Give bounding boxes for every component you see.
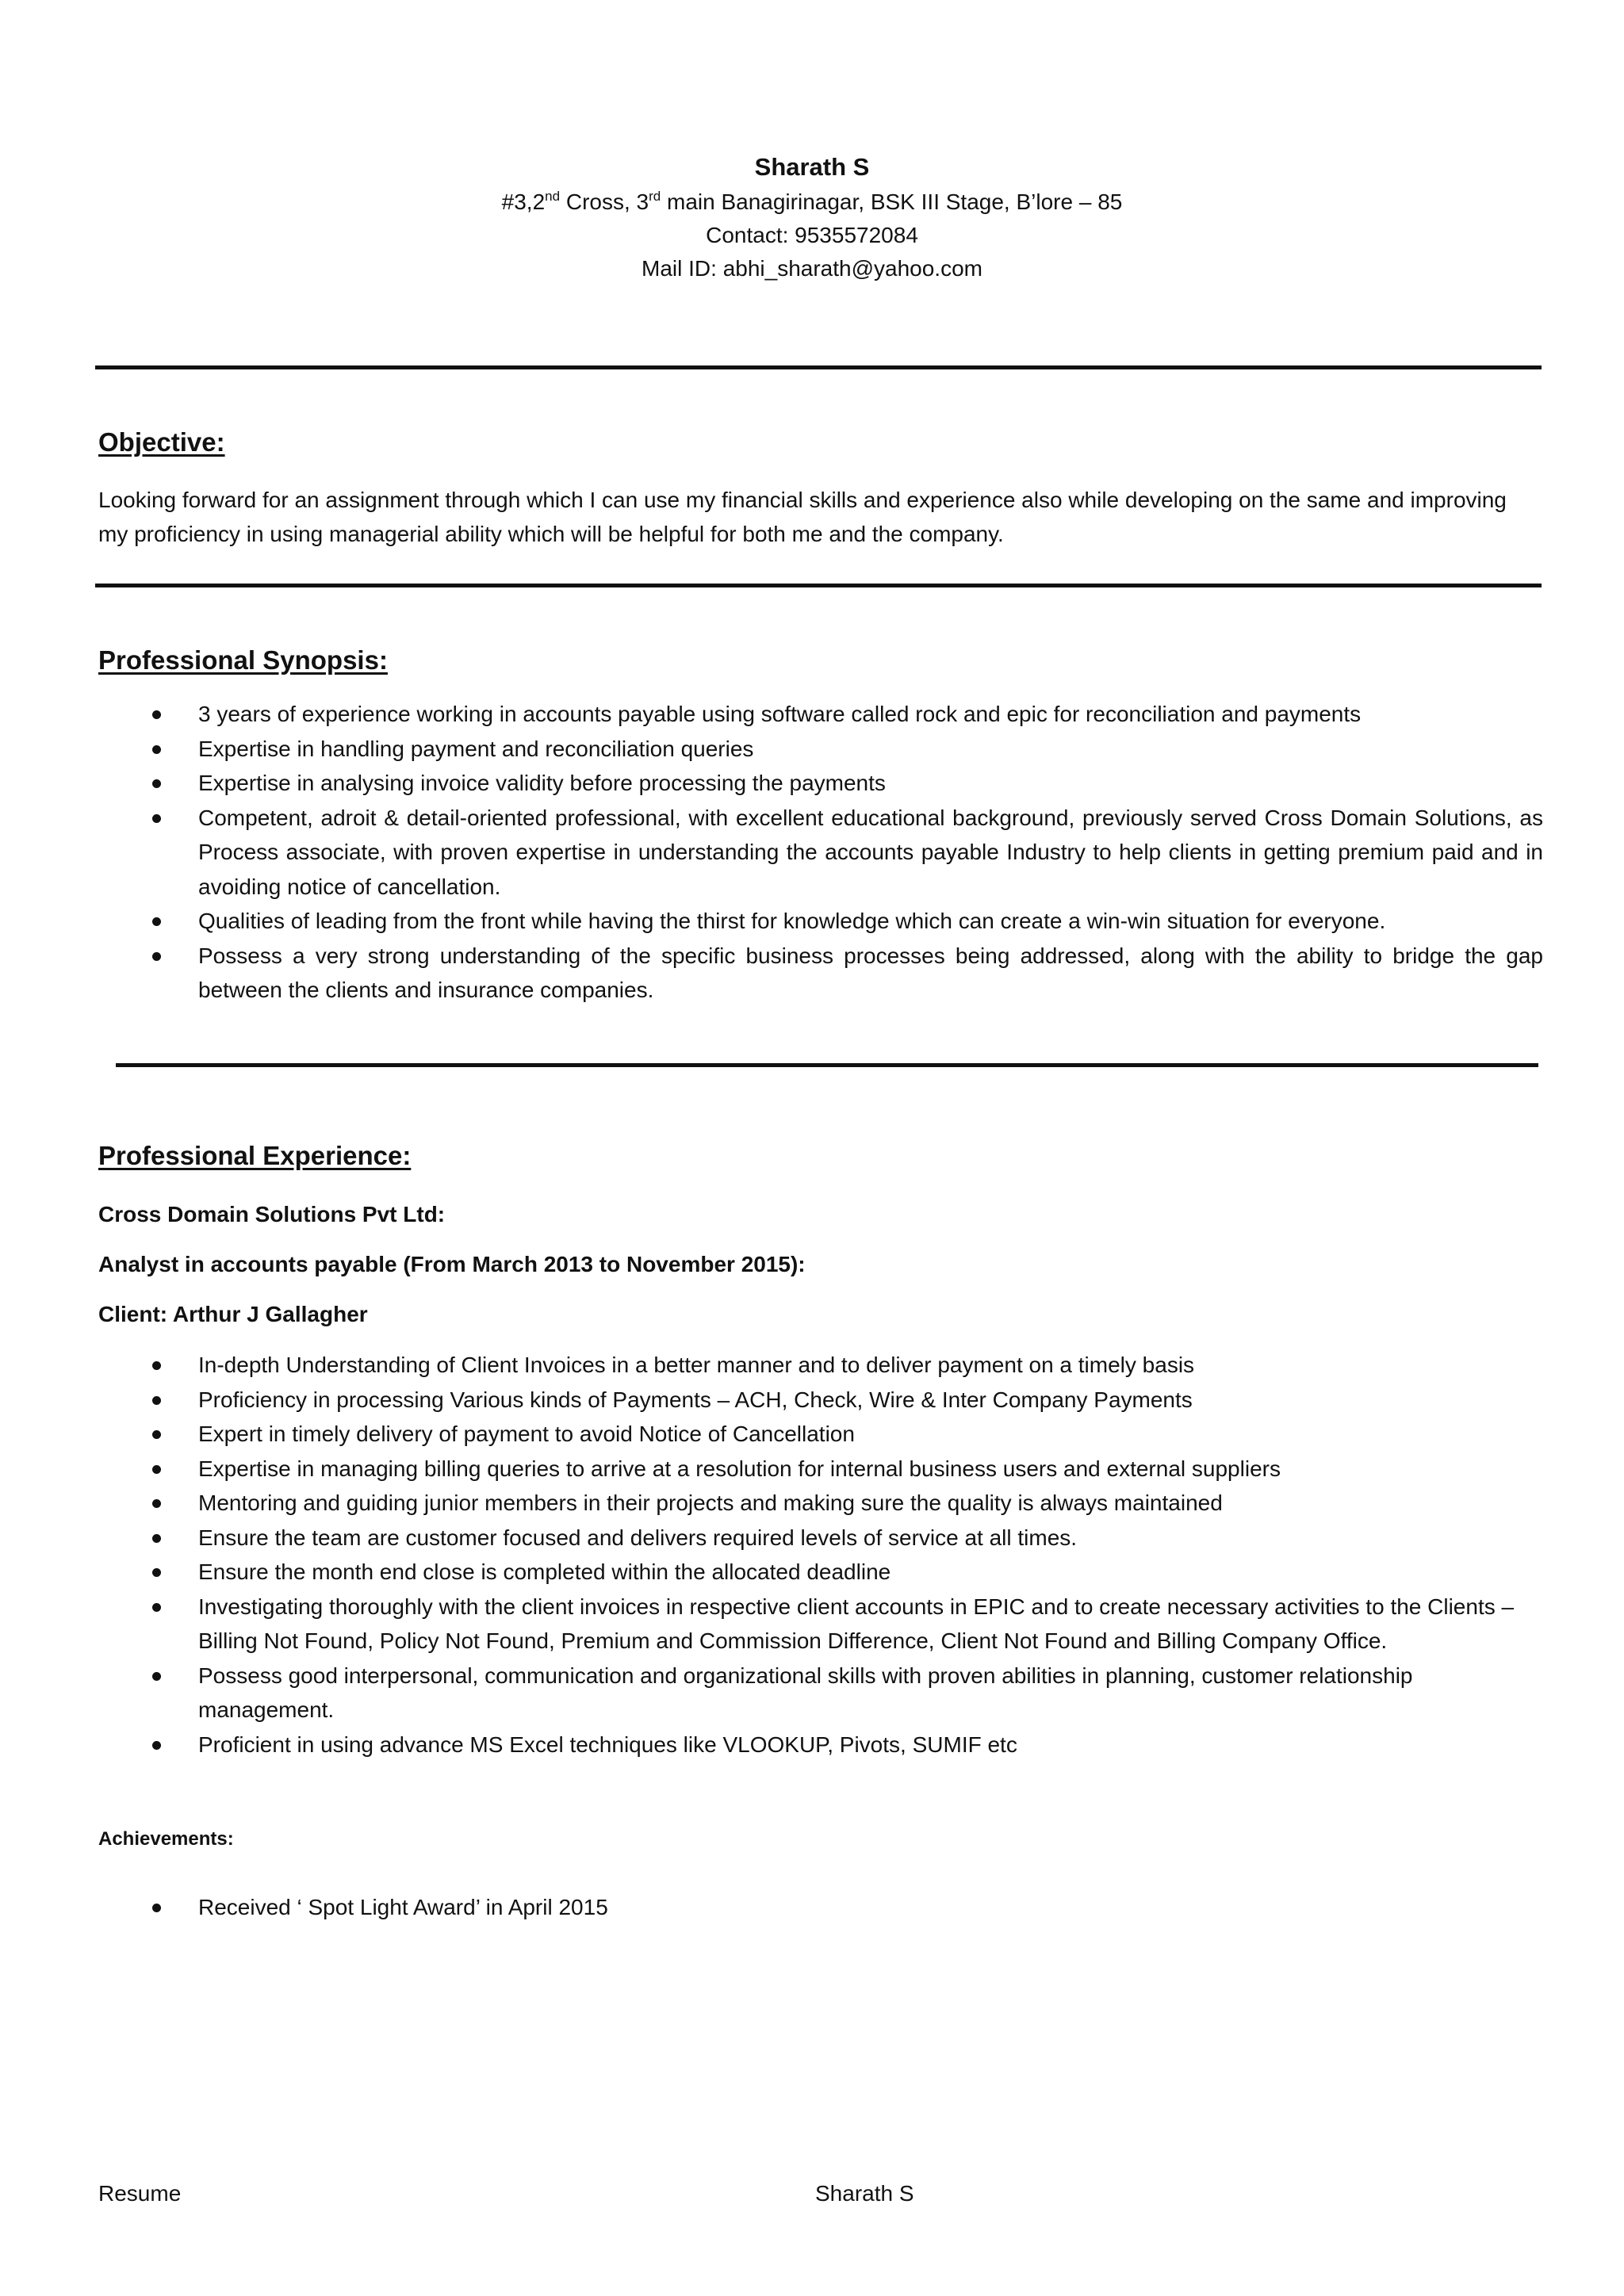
bullet-icon: [152, 952, 161, 961]
bullet-icon: [152, 1430, 161, 1439]
list-item-text: Competent, adroit & detail-oriented professional, with excellent educational background, previously served Cross Domain Solutions, as Process associate, with proven expertise in understanding the accounts payable Industry to help clients in getting premium paid and in avoiding notice of cancellation.: [198, 805, 1543, 899]
client-name: Client: Arthur J Gallagher: [98, 1302, 368, 1326]
achievements-list: [98, 1890, 1543, 1925]
divider: [116, 1063, 1538, 1067]
address-part: main Banagirinagar, BSK III Stage, B’lore – 85: [661, 189, 1123, 214]
list-item-text: Expert in timely delivery of payment to avoid Notice of Cancellation: [198, 1422, 855, 1446]
contact-line: Contact: 9535572084: [706, 223, 918, 247]
address-superscript: rd: [649, 189, 661, 204]
bullet-icon: [152, 1672, 161, 1681]
list-item: [98, 1555, 1543, 1590]
list-item-text: Investigating thoroughly with the client invoices in respective client accounts in EPIC and to create necessary activities to the Clients – Billing Not Found, Policy Not Found, Premium and Commission Difference, Client Not Found and Billing Company Office.: [198, 1594, 1515, 1653]
bullet-icon: [152, 710, 161, 719]
list-item-text: In-depth Understanding of Client Invoices in a better manner and to deliver payment on a timely basis: [198, 1353, 1195, 1377]
bullet-icon: [152, 1568, 161, 1577]
list-item-text: Possess good interpersonal, communication and organizational skills with proven abilities in planning, customer relationship management.: [198, 1663, 1413, 1722]
bullet-icon: [152, 1361, 161, 1370]
bullet-icon: [152, 1396, 161, 1405]
list-item-text: Ensure the team are customer focused and delivers required levels of service at all times.: [198, 1525, 1078, 1550]
footer-center: Sharath S: [815, 2181, 914, 2206]
bullet-icon: [152, 779, 161, 788]
experience-list: [98, 1348, 1543, 1762]
list-item: [98, 1452, 1543, 1487]
experience-heading: Professional Experience:: [98, 1141, 412, 1170]
bullet-icon: [152, 814, 161, 823]
candidate-name: Sharath S: [754, 153, 870, 181]
bullet-icon: [152, 1499, 161, 1508]
bullet-icon: [152, 917, 161, 926]
list-item-text: Mentoring and guiding junior members in their projects and making sure the quality is always maintained: [198, 1490, 1223, 1515]
list-item-text: Possess a very strong understanding of the specific business processes being addressed, along with the ability to bridge the gap between the clients and insurance companies.: [198, 943, 1543, 1002]
list-item-text: Proficiency in processing Various kinds of Payments – ACH, Check, Wire & Inter Company Payments: [198, 1387, 1193, 1412]
list-item: [98, 939, 1543, 1008]
footer-left: Resume: [98, 2181, 182, 2206]
list-item: [98, 1486, 1543, 1521]
bullet-icon: [152, 1741, 161, 1750]
list-item-text: Expertise in analysing invoice validity before processing the payments: [198, 771, 886, 795]
list-item-text: Proficient in using advance MS Excel techniques like VLOOKUP, Pivots, SUMIF etc: [198, 1732, 1017, 1757]
divider: [95, 584, 1542, 587]
list-item-text: 3 years of experience working in accounts payable using software called rock and epic for reconciliation and payments: [198, 702, 1362, 726]
list-item: [98, 732, 1543, 767]
list-item-text: Received ‘ Spot Light Award’ in April 2015: [198, 1895, 608, 1919]
bullet-icon: [152, 745, 161, 754]
list-item: [98, 1417, 1543, 1452]
list-item-text: Expertise in handling payment and reconciliation queries: [198, 736, 754, 761]
mail-line: Mail ID: abhi_sharath@yahoo.com: [642, 256, 982, 281]
divider: [95, 365, 1542, 369]
list-item: [98, 801, 1543, 905]
bullet-icon: [152, 1465, 161, 1474]
synopsis-list: [98, 697, 1543, 1008]
list-item: [98, 1728, 1543, 1762]
objective-text: Looking forward for an assignment through which I can use my financial skills and experience also while developing on the same and improving my proficiency in using managerial ability which will be helpful for both me and the company.: [98, 488, 1507, 546]
list-item: [98, 1348, 1543, 1383]
bullet-icon: [152, 1603, 161, 1612]
bullet-icon: [152, 1534, 161, 1543]
list-item: [98, 1383, 1543, 1418]
list-item: [98, 766, 1543, 801]
bullet-icon: [152, 1904, 161, 1912]
list-item-text: Expertise in managing billing queries to arrive at a resolution for internal business users and external suppliers: [198, 1456, 1281, 1481]
list-item-text: Qualities of leading from the front while having the thirst for knowledge which can create a win-win situation for everyone.: [198, 909, 1386, 933]
objective-heading: Objective:: [98, 427, 225, 457]
address-part: Cross, 3: [560, 189, 649, 214]
list-item: [98, 697, 1543, 732]
address-part: #3,2: [501, 189, 546, 214]
list-item: [98, 904, 1543, 939]
list-item: [98, 1521, 1543, 1556]
list-item: [98, 1890, 1543, 1925]
company-name: Cross Domain Solutions Pvt Ltd:: [98, 1202, 446, 1226]
job-role: Analyst in accounts payable (From March 2013 to November 2015):: [98, 1252, 806, 1276]
list-item: [98, 1590, 1543, 1659]
synopsis-heading: Professional Synopsis:: [98, 645, 388, 675]
address-line: [0, 186, 1624, 219]
address-superscript: nd: [545, 189, 561, 204]
resume-header: [0, 149, 1624, 285]
list-item: [98, 1659, 1543, 1728]
achievements-heading: Achievements:: [98, 1828, 234, 1850]
list-item-text: Ensure the month end close is completed within the allocated deadline: [198, 1559, 891, 1584]
